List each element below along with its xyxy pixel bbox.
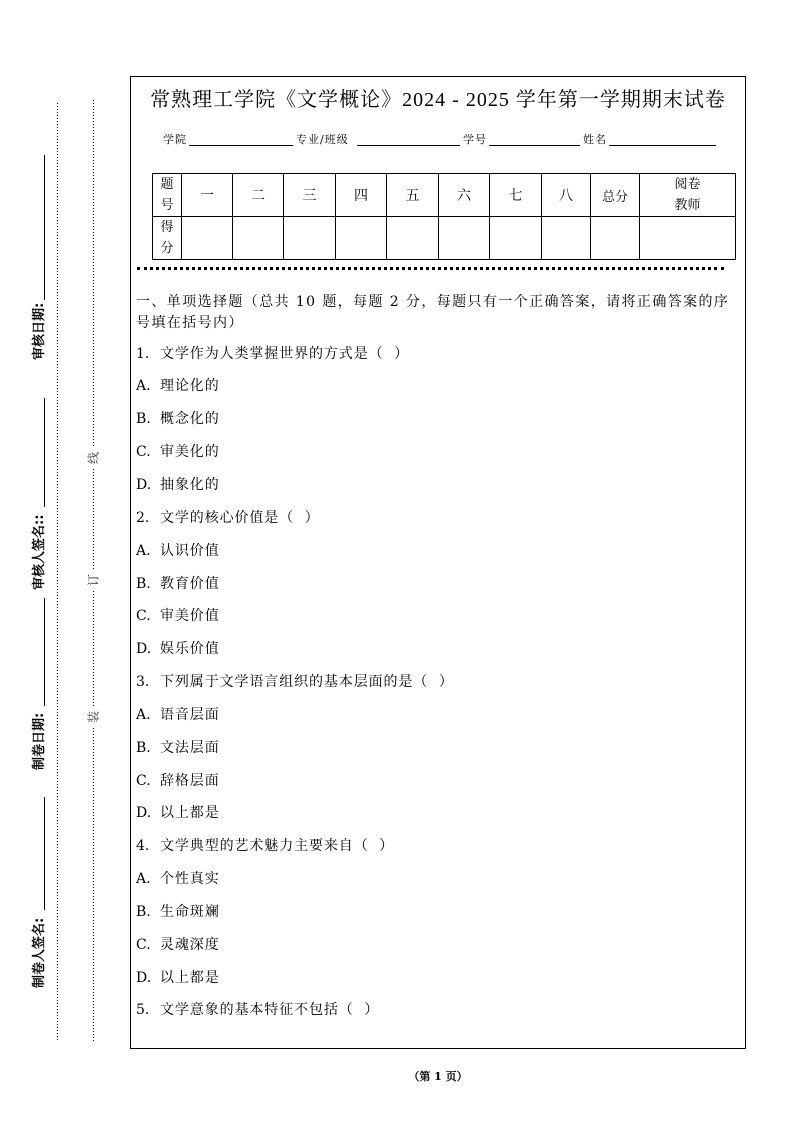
total-score-cell	[591, 217, 640, 260]
student-id-label: 学号	[463, 133, 487, 146]
column-header-cell	[591, 174, 640, 217]
score-cell	[233, 217, 284, 260]
major-class-blank	[357, 145, 460, 146]
option-label: C.	[136, 772, 151, 789]
score-cell	[284, 217, 336, 260]
column-header: 四	[354, 188, 368, 204]
compiler-signature-label: 制卷人签名:	[32, 917, 47, 988]
review-date-label: 审核日期:	[32, 302, 47, 360]
column-header: 一	[200, 188, 214, 204]
column-header: 三	[302, 188, 317, 204]
column-header-cell	[284, 174, 336, 217]
option-text: 生命斑斓	[160, 903, 220, 920]
option-text: 语音层面	[160, 706, 220, 723]
question-list	[136, 338, 736, 1028]
major-class-label: 专业/班级	[296, 133, 349, 146]
column-header-cell	[182, 174, 233, 217]
option-text: 教育价值	[160, 575, 220, 592]
option-text: 审美化的	[160, 444, 220, 461]
score-cell	[439, 217, 490, 260]
option-item	[136, 732, 736, 765]
college-blank	[189, 145, 293, 146]
score-cell	[336, 217, 387, 260]
score-cell	[182, 217, 233, 260]
option-label: A.	[136, 706, 151, 723]
score-table	[152, 173, 736, 260]
option-text: 灵魂深度	[160, 936, 220, 953]
grader-cell	[640, 217, 736, 260]
option-label: B.	[136, 903, 151, 920]
option-item	[136, 568, 736, 601]
column-header: 八	[559, 188, 573, 204]
option-label: B.	[136, 739, 151, 756]
row-header-cell	[153, 174, 182, 217]
option-item	[136, 863, 736, 896]
column-header-cell	[336, 174, 387, 217]
question-text: 文学作为人类掌握世界的方式是（ ）	[160, 345, 410, 362]
option-item	[136, 962, 736, 995]
question-number: 4.	[136, 838, 150, 855]
option-label: A.	[136, 871, 151, 888]
option-label: D.	[136, 805, 152, 822]
option-text: 理论化的	[160, 378, 220, 395]
grader-header: 阅卷教师	[674, 177, 701, 213]
option-item	[136, 403, 736, 436]
college-label: 学院	[163, 133, 187, 146]
question-stem	[136, 502, 736, 535]
question-number: 5.	[136, 1002, 150, 1019]
option-text: 概念化的	[160, 411, 220, 428]
question-number: 2.	[136, 509, 150, 526]
option-label: A.	[136, 542, 151, 559]
page-number: （第 1 页）	[408, 1070, 468, 1083]
row-header-cell	[153, 217, 182, 260]
option-text: 抽象化的	[160, 476, 220, 493]
score-table-score-row	[153, 217, 736, 260]
option-label: D.	[136, 476, 152, 493]
exam-title: 常熟理工学院《文学概论》2024 - 2025 学年第一学期期末试卷	[150, 89, 726, 111]
score-cell	[387, 217, 439, 260]
option-item	[136, 600, 736, 633]
student-info-row	[131, 132, 745, 148]
option-text: 个性真实	[160, 871, 220, 888]
option-item	[136, 633, 736, 666]
option-text: 认识价值	[160, 542, 220, 559]
score-cell	[490, 217, 542, 260]
option-label: B.	[136, 575, 151, 592]
option-text: 审美价值	[160, 608, 220, 625]
option-label: D.	[136, 969, 152, 986]
question-text: 文学意象的基本特征不包括（ ）	[160, 1002, 380, 1019]
option-item	[136, 896, 736, 929]
binding-mark-bind: 装	[86, 710, 101, 724]
column-header-cell	[490, 174, 542, 217]
score-cell	[542, 217, 591, 260]
question-stem	[136, 338, 736, 371]
column-header-cell	[233, 174, 284, 217]
question-text: 文学典型的艺术魅力主要来自（ ）	[160, 838, 395, 855]
option-label: C.	[136, 444, 151, 461]
question-number: 3.	[136, 674, 150, 691]
option-item	[136, 535, 736, 568]
option-text: 文法层面	[160, 739, 220, 756]
section-heading: 一、单项选择题（总共 10 题，每题 2 分，每题只有一个正确答案，请将正确答案的序号填在括号内）	[136, 294, 730, 331]
question-number: 1.	[136, 345, 150, 362]
column-header-cell	[640, 174, 736, 217]
score-table-header-row	[153, 174, 736, 217]
option-text: 辞格层面	[160, 772, 220, 789]
column-header-cell	[439, 174, 490, 217]
option-text: 以上都是	[160, 969, 220, 986]
exam-frame	[130, 76, 746, 1049]
question-text: 下列属于文学语言组织的基本层面的是（ ）	[160, 674, 454, 691]
name-label: 姓名	[583, 133, 607, 146]
option-item	[136, 797, 736, 830]
question-stem	[136, 994, 736, 1027]
compile-date-label: 制卷日期:	[32, 712, 47, 770]
column-header: 六	[457, 188, 471, 204]
option-item	[136, 765, 736, 798]
column-header: 五	[405, 188, 420, 204]
reviewer-signature-label: 审核人签名::	[32, 514, 47, 590]
column-header: 二	[251, 188, 265, 204]
question-stem	[136, 666, 736, 699]
column-header: 七	[508, 188, 523, 204]
dotted-separator	[137, 267, 724, 270]
total-score-header: 总分	[601, 189, 628, 205]
option-label: B.	[136, 411, 151, 428]
column-header-cell	[387, 174, 439, 217]
option-text: 娱乐价值	[160, 641, 220, 658]
binding-margin	[0, 0, 125, 1122]
option-label: D.	[136, 641, 152, 658]
score-header: 得分	[160, 220, 174, 256]
binding-mark-line: 线	[86, 451, 101, 465]
question-text: 文学的核心价值是（ ）	[160, 509, 320, 526]
option-item	[136, 436, 736, 469]
option-item	[136, 699, 736, 732]
question-stem	[136, 830, 736, 863]
student-id-blank	[489, 145, 580, 146]
option-text: 以上都是	[160, 805, 220, 822]
column-header-cell	[542, 174, 591, 217]
option-item	[136, 929, 736, 962]
option-item	[136, 469, 736, 502]
option-label: A.	[136, 378, 151, 395]
question-no-header: 题号	[160, 177, 174, 213]
binding-mark-staple: 订	[86, 573, 101, 587]
name-blank	[609, 145, 716, 146]
option-label: C.	[136, 608, 151, 625]
option-item	[136, 370, 736, 403]
option-label: C.	[136, 936, 151, 953]
